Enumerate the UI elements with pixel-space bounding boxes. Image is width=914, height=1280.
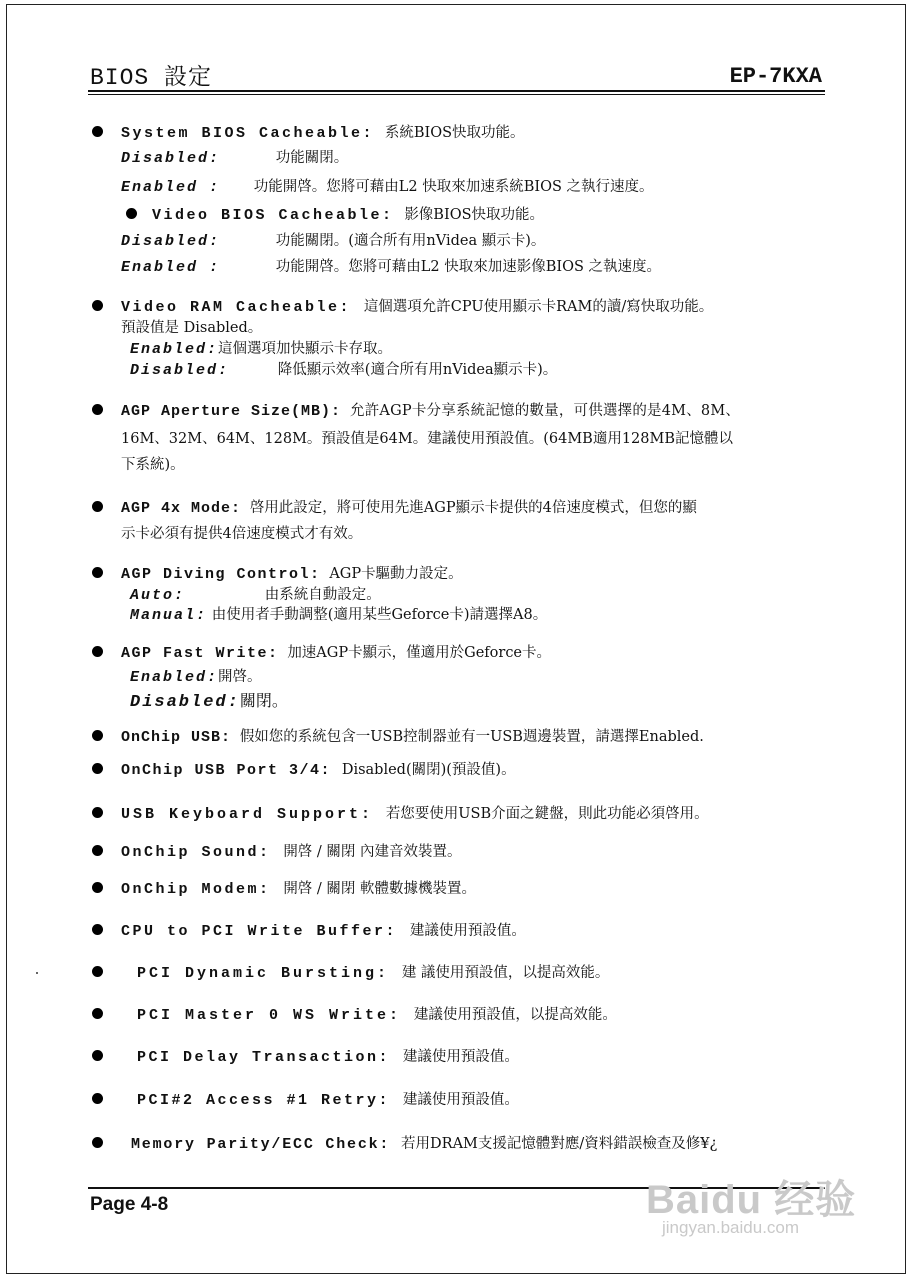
- option-desc: 功能開啓。您將可藉由L2 快取來加速系統BIOS 之執行速度。: [253, 179, 654, 195]
- option-desc: 由系統自動設定。: [264, 587, 381, 603]
- setting-term: USB Keyboard Support:: [121, 806, 374, 823]
- bullet-icon: [92, 646, 103, 657]
- setting-desc: 若用DRAM支援記憶體對應/資料錯誤檢查及修¥¿: [401, 1136, 718, 1152]
- setting-desc: 建 議使用預設值，以提高效能。: [401, 965, 610, 981]
- setting-pci-delay-transaction: [137, 1047, 519, 1067]
- setting-desc: 開啓 / 關閉 內建音效裝置。: [283, 844, 462, 860]
- option-desc: 功能關閉。: [275, 150, 349, 166]
- option-desc: 由使用者手動調整(適用某些Geforce卡)請選擇A8。: [211, 607, 548, 623]
- bullet-icon: [92, 300, 103, 311]
- bullet-icon: [92, 501, 103, 512]
- page-number: Page 4-8: [90, 1194, 169, 1215]
- option-label: Manual:: [130, 607, 208, 624]
- setting-onchip-usb: [121, 727, 704, 747]
- default-line: [121, 318, 262, 337]
- setting-term: Video RAM Cacheable:: [121, 299, 352, 316]
- stray-mark: [36, 972, 38, 974]
- option-label: Disabled:: [121, 233, 221, 250]
- setting-term: AGP Aperture Size(MB):: [121, 403, 342, 420]
- option-label: Disabled:: [130, 693, 240, 712]
- setting-term: PCI Dynamic Bursting:: [137, 965, 390, 982]
- setting-desc: 系統BIOS快取功能。: [384, 125, 525, 141]
- setting-usb-keyboard-support: [121, 804, 709, 824]
- option-desc: 關閉。: [239, 691, 288, 710]
- header-rule-thin: [88, 94, 825, 95]
- desc-continuation: [121, 455, 185, 474]
- setting-desc: 下系統)。: [121, 457, 185, 473]
- option-line: [121, 177, 654, 197]
- setting-desc: 建議使用預設值。: [409, 923, 526, 939]
- setting-desc: 允許AGP卡分享系統記憶的數量，可供選擇的是4M、8M、: [350, 403, 741, 419]
- option-line: [130, 692, 288, 712]
- setting-onchip-modem: [121, 879, 476, 899]
- setting-term: OnChip Sound:: [121, 844, 271, 861]
- setting-term: PCI Delay Transaction:: [137, 1049, 391, 1066]
- setting-desc: 假如您的系統包含一USB控制器並有一USB週邊裝置，請選擇Enabled.: [239, 729, 704, 745]
- setting-onchip-sound: [121, 842, 462, 862]
- option-line: [130, 667, 262, 687]
- option-label: Enabled:: [130, 669, 219, 686]
- option-line: [130, 585, 381, 605]
- watermark-logo: Baidu 经验: [646, 1178, 857, 1222]
- setting-onchip-usb-port: [121, 760, 516, 780]
- setting-desc: 建議使用預設值。: [402, 1049, 519, 1065]
- setting-desc: 加速AGP卡顯示，僅適用於Geforce卡。: [287, 645, 552, 661]
- header-title: BIOS 設定: [90, 65, 213, 91]
- bullet-icon: [92, 126, 103, 137]
- option-label: Enabled :: [121, 259, 221, 276]
- option-desc: 功能關閉。(適合所有用nVidea 顯示卡)。: [275, 233, 546, 249]
- bullet-icon: [92, 730, 103, 741]
- setting-desc: 建議使用預設值，以提高效能。: [413, 1007, 617, 1023]
- option-desc: 降低顯示效率(適合所有用nVidea顯示卡)。: [277, 362, 558, 378]
- setting-term: Memory Parity/ECC Check:: [131, 1136, 391, 1153]
- header-rule: [88, 90, 825, 92]
- setting-system-bios-cacheable: [121, 123, 525, 143]
- option-desc: 這個選項加快顯示卡存取。: [218, 341, 393, 357]
- setting-term: AGP Fast Write:: [121, 645, 279, 662]
- option-line: [130, 339, 392, 359]
- setting-agp-4x-mode: [121, 498, 697, 518]
- setting-memory-parity-ecc: [131, 1134, 717, 1154]
- setting-desc: 示卡必須有提供4倍速度模式才有效。: [121, 526, 363, 542]
- setting-term: OnChip Modem:: [121, 881, 271, 898]
- header-model: EP-7KXA: [729, 64, 822, 89]
- setting-agp-aperture-size: [121, 401, 740, 421]
- setting-desc: 開啓 / 關閉 軟體數據機裝置。: [283, 881, 477, 897]
- bullet-icon: [92, 1008, 103, 1019]
- option-label: Enabled :: [121, 179, 221, 196]
- option-label: Auto:: [130, 587, 186, 604]
- bullet-icon: [92, 404, 103, 415]
- bullet-icon: [92, 1137, 103, 1148]
- setting-term: AGP Diving Control:: [121, 566, 321, 583]
- option-line: [121, 148, 348, 168]
- setting-term: CPU to PCI Write Buffer:: [121, 923, 398, 940]
- setting-cpu-pci-write-buffer: [121, 921, 526, 941]
- bullet-icon: [92, 567, 103, 578]
- setting-term: OnChip USB:: [121, 729, 232, 746]
- setting-term: PCI Master 0 WS Write:: [137, 1007, 402, 1024]
- setting-desc: 16M、32M、64M、128M。預設值是64M。建議使用預設值。(64MB適用128MB記憶體以: [121, 431, 733, 447]
- option-line: [121, 231, 545, 251]
- option-desc: 開啓。: [218, 669, 262, 685]
- setting-video-ram-cacheable: [121, 297, 713, 317]
- bullet-icon: [92, 1093, 103, 1104]
- setting-desc: 若您要使用USB介面之鍵盤，則此功能必須啓用。: [385, 806, 709, 822]
- bullet-icon: [92, 966, 103, 977]
- watermark-url: jingyan.baidu.com: [662, 1218, 800, 1237]
- setting-desc: Disabled(關閉)(預設值)。: [341, 762, 516, 778]
- desc-continuation: [121, 524, 362, 543]
- setting-term: PCI#2 Access #1 Retry:: [137, 1092, 391, 1109]
- option-line: [130, 360, 557, 380]
- option-line: [130, 605, 547, 625]
- bullet-icon: [92, 845, 103, 856]
- bullet-icon: [92, 807, 103, 818]
- setting-agp-fast-write: [121, 643, 551, 663]
- setting-desc: 啓用此設定，將可使用先進AGP顯示卡提供的4倍速度模式，但您的顯: [249, 500, 697, 516]
- setting-term: AGP 4x Mode:: [121, 500, 242, 517]
- option-label: Enabled:: [130, 341, 219, 358]
- setting-video-bios-cacheable: [152, 205, 544, 225]
- option-desc: 功能開啓。您將可藉由L2 快取來加速影像BIOS 之執速度。: [275, 259, 662, 275]
- bullet-icon: [92, 763, 103, 774]
- bullet-icon: [92, 1050, 103, 1061]
- setting-desc: 這個選項允許CPU使用顯示卡RAM的讀/寫快取功能。: [363, 299, 714, 315]
- bullet-icon: [126, 208, 137, 219]
- bullet-icon: [92, 924, 103, 935]
- setting-term: OnChip USB Port 3/4:: [121, 762, 332, 779]
- bullet-icon: [92, 882, 103, 893]
- desc-continuation: [121, 429, 733, 448]
- option-label: Disabled:: [130, 362, 230, 379]
- setting-pci2-access-retry: [137, 1090, 519, 1110]
- setting-term: Video BIOS Cacheable:: [152, 207, 394, 224]
- default-text: 預設值是 Disabled。: [121, 320, 263, 336]
- setting-pci-master-ws-write: [137, 1005, 617, 1025]
- setting-agp-diving-control: [121, 564, 463, 584]
- setting-term: System BIOS Cacheable:: [121, 125, 375, 142]
- option-line: [121, 257, 661, 277]
- setting-pci-dynamic-bursting: [137, 963, 609, 983]
- setting-desc: 建議使用預設值。: [402, 1092, 519, 1108]
- option-label: Disabled:: [121, 150, 221, 167]
- setting-desc: 影像BIOS快取功能。: [404, 207, 545, 223]
- setting-desc: AGP卡驅動力設定。: [329, 566, 463, 582]
